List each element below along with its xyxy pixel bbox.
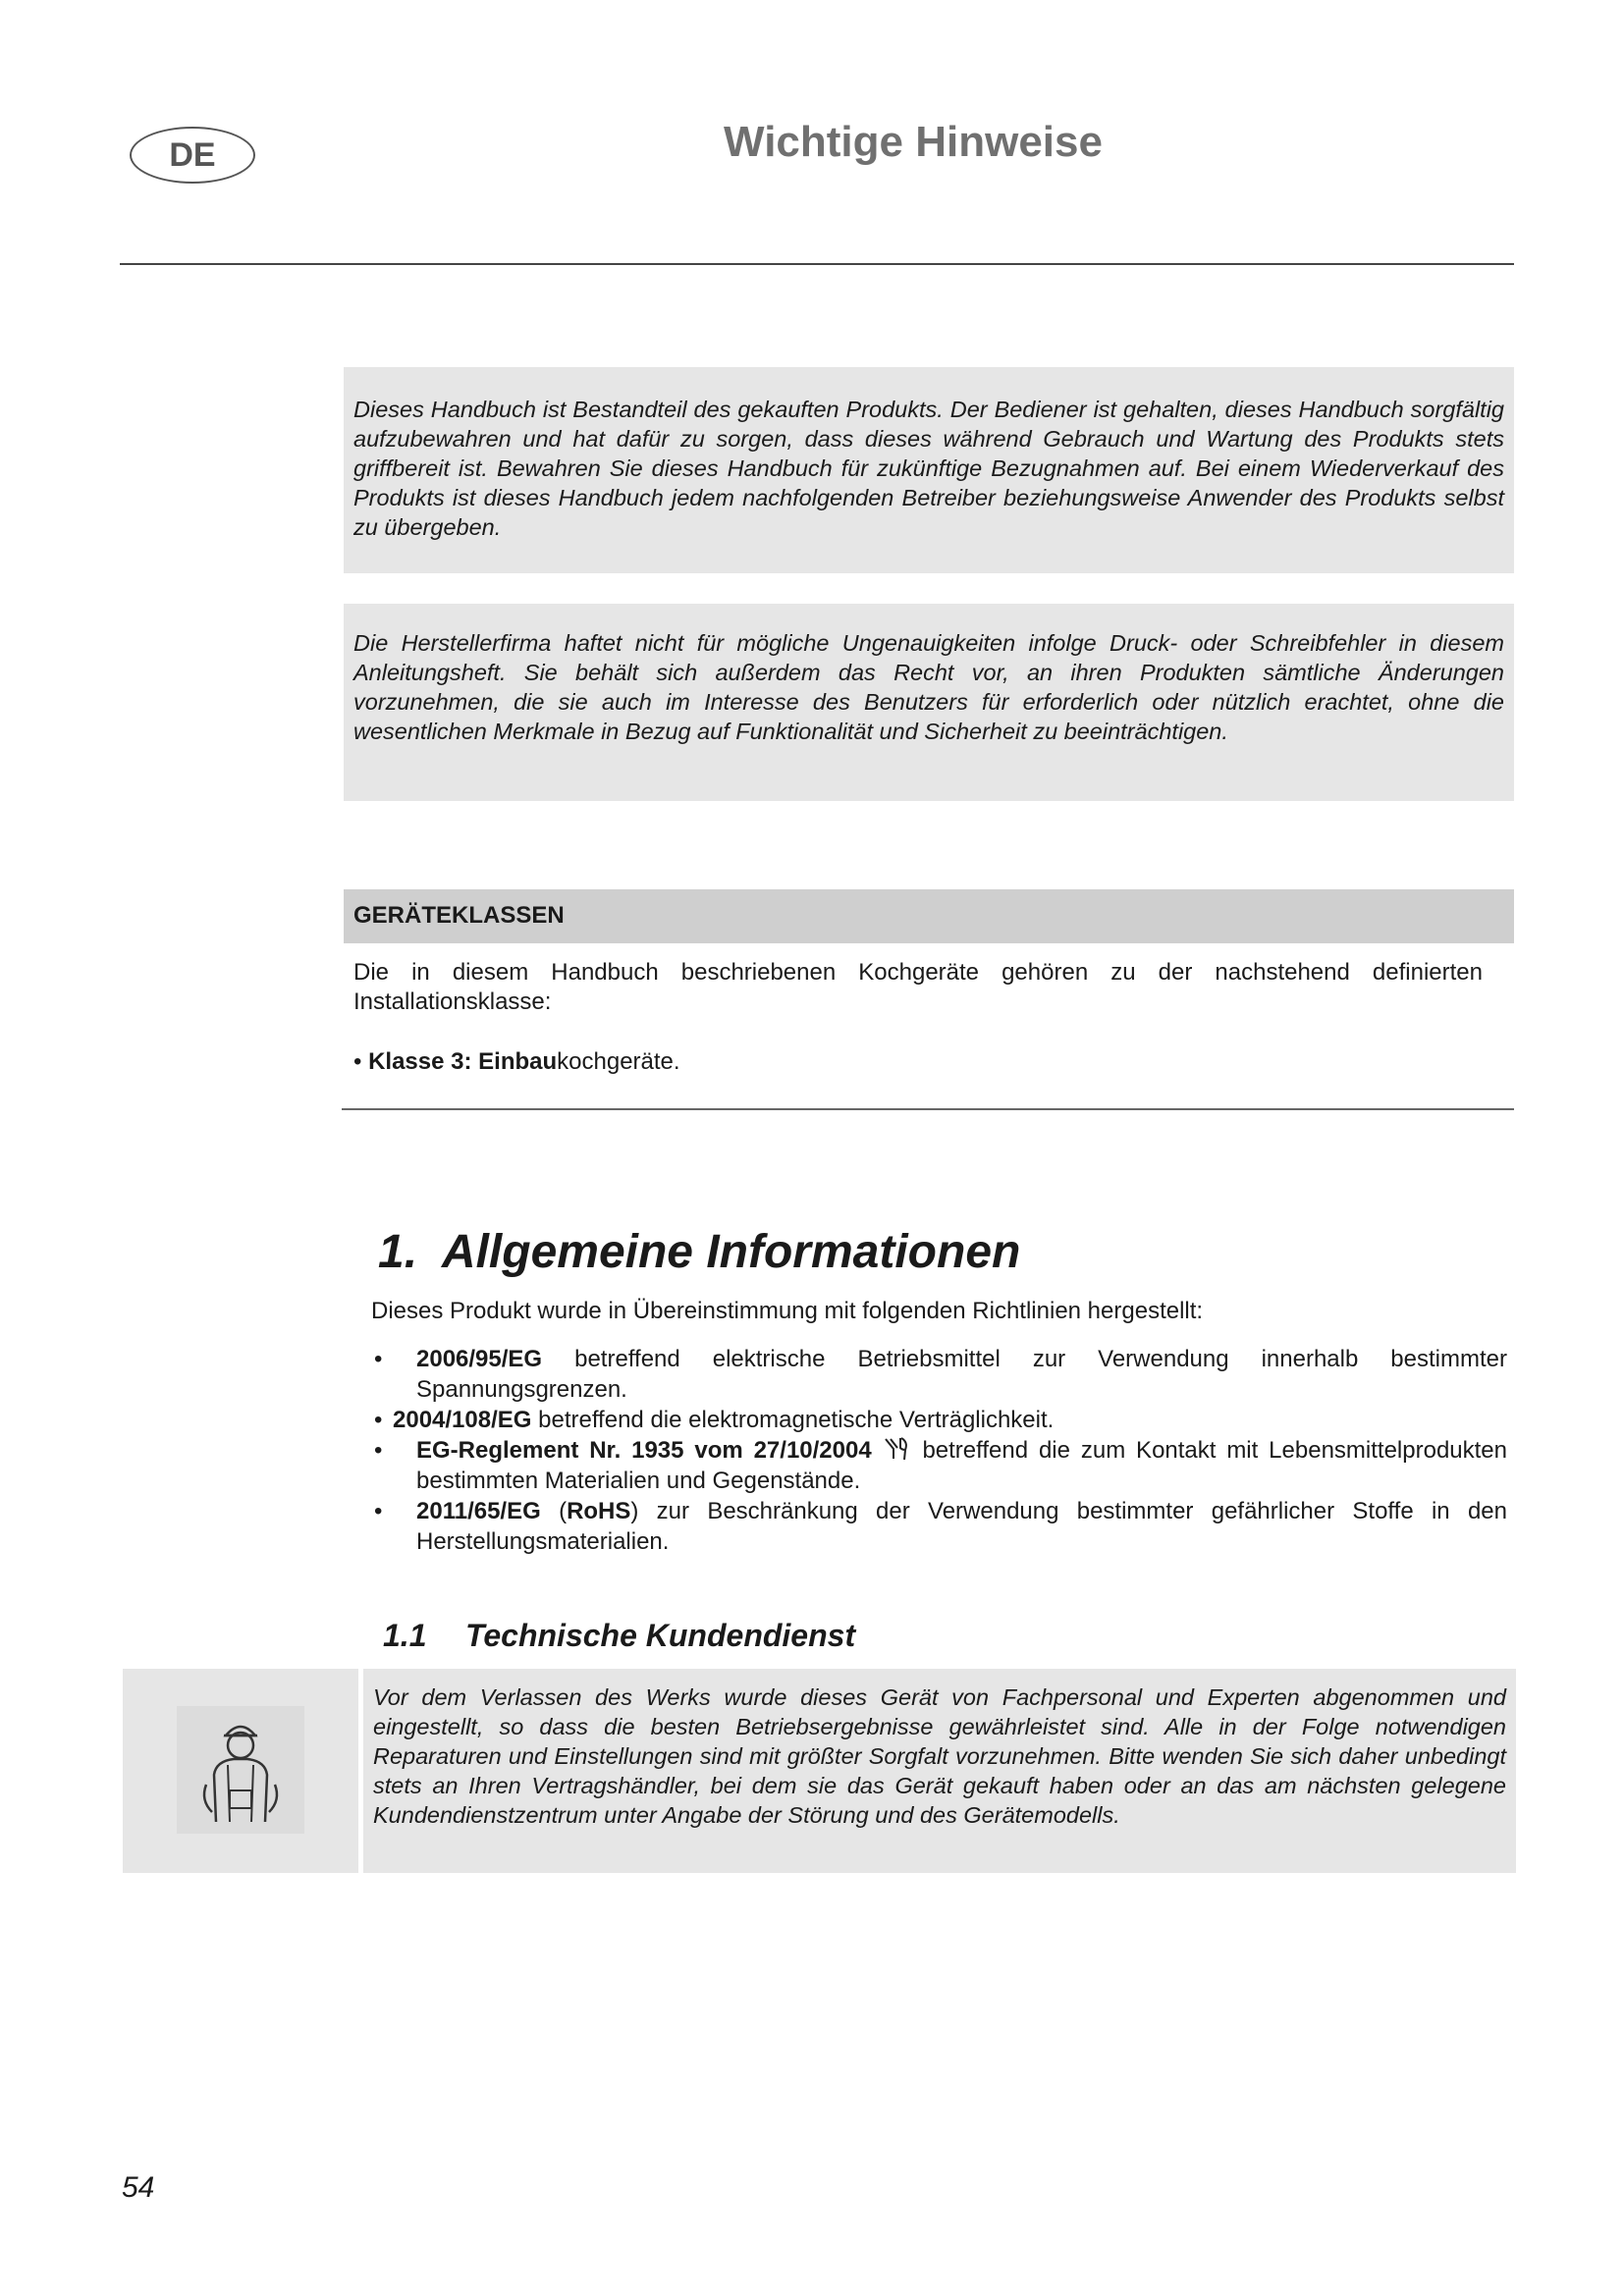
service-heading: [383, 1618, 855, 1654]
directive-text: ) zur Beschränkung der Verwendung bestimmter gefährlicher Stoffe in den Herstellungsmaterialien.: [416, 1498, 1507, 1555]
service-note-text: Vor dem Verlassen des Werks wurde dieses Gerät von Fachpersonal und Experten abgenommen und eingestellt, so dass die besten Betriebsergebnisse gewährleistet sind. Alle in der Folge notwendigen Reparaturen und Einstellungen sind mit größter Sorgfalt vorzunehmen. Bitte wenden Sie sich daher unbedingt stets an Ihren Vertragshändler, bei dem sie das Gerät gekauft haben oder an das am nächsten gelegene Kundendienstzentrum unter Angabe der Störung und des Gerätemodells.: [373, 1684, 1506, 1828]
page-number: 54: [122, 2171, 155, 2204]
liability-note-text: Die Herstellerfirma haftet nicht für mögliche Ungenauigkeiten infolge Druck- oder Schreibfehler in diesem Anleitungsheft. Sie behält sich außerdem das Recht vor, an ihren Produkten sämtliche Änderungen vorzunehmen, die sie auch im Interesse des Benutzers für erforderlich oder nützlich erachtet, ohne die wesentlichen Merkmale in Bezug auf Funktionalität und Sicherheit zu beeinträchtigen.: [353, 630, 1504, 744]
bullet: •: [374, 1346, 383, 1372]
service-title: Technische Kundendienst: [465, 1618, 856, 1653]
list-item: [371, 1405, 1507, 1435]
directive-text: (: [540, 1498, 568, 1524]
general-info-intro: Dieses Produkt wurde in Übereinstimmung mit folgenden Richtlinien hergestellt:: [371, 1298, 1204, 1324]
device-class-item-bold: Klasse 3: Einbau: [368, 1048, 558, 1075]
header-divider: [120, 263, 1514, 265]
device-class-item: [353, 1047, 680, 1077]
bullet: •: [353, 1048, 362, 1075]
general-info-heading: [378, 1225, 1020, 1279]
handbook-note-box: [344, 367, 1514, 573]
list-item: [371, 1344, 1507, 1405]
device-classes-text: Die in diesem Handbuch beschriebenen Kochgeräte gehören zu der nachstehend definierten Installationsklasse:: [353, 959, 1483, 1015]
technician-icon: [177, 1706, 304, 1834]
device-classes-heading: GERÄTEKLASSEN: [353, 902, 565, 929]
service-note-box: [363, 1669, 1516, 1873]
directives-list: [371, 1344, 1507, 1557]
food-contact-icon: [883, 1436, 912, 1462]
bullet: •: [374, 1437, 383, 1464]
page-title: Wichtige Hinweise: [724, 118, 1103, 166]
directive-code: EG-Reglement Nr. 1935 vom 27/10/2004: [416, 1437, 872, 1464]
service-number: 1.1: [383, 1618, 427, 1653]
directive-code: 2004/108/EG: [393, 1407, 532, 1433]
handbook-note-text: Dieses Handbuch ist Bestandteil des gekauften Produkts. Der Bediener ist gehalten, dieses Handbuch sorgfältig aufzubewahren und hat dafür zu sorgen, dass dieses während Gebrauch und Wartung des Produkts stets griffbereit ist. Bewahren Sie dieses Handbuch für zukünftige Bezugnahmen auf. Bei einem Wiederverkauf des Produkts ist dieses Handbuch jedem nachfolgenden Betreiber beziehungsweise Anwender des Produkts selbst zu übergeben.: [353, 397, 1504, 540]
directive-text: betreffend elektrische Betriebsmittel zur Verwendung innerhalb bestimmter Spannungsgrenzen.: [416, 1346, 1507, 1403]
device-class-item-rest: kochgeräte.: [557, 1048, 680, 1075]
section-divider: [342, 1108, 1514, 1110]
bullet: •: [374, 1407, 383, 1433]
technician-icon-cell: [123, 1669, 358, 1873]
directive-text: betreffend die elektromagnetische Verträglichkeit.: [531, 1407, 1055, 1433]
general-info-number: 1.: [378, 1226, 418, 1278]
general-info-title: Allgemeine Informationen: [441, 1226, 1021, 1278]
directive-code: RoHS: [567, 1498, 631, 1524]
list-item: [371, 1496, 1507, 1557]
bullet: •: [374, 1498, 383, 1524]
directive-code: 2006/95/EG: [416, 1346, 543, 1372]
liability-note-box: [344, 604, 1514, 801]
device-classes-header: [344, 889, 1514, 943]
list-item: [371, 1435, 1507, 1496]
directive-text: betreffend die zum Kontakt mit Lebensmittelprodukten bestimmten Materialien und Gegenstände.: [416, 1437, 1507, 1494]
language-badge: DE: [130, 127, 255, 184]
directive-code: 2011/65/EG: [416, 1498, 541, 1524]
